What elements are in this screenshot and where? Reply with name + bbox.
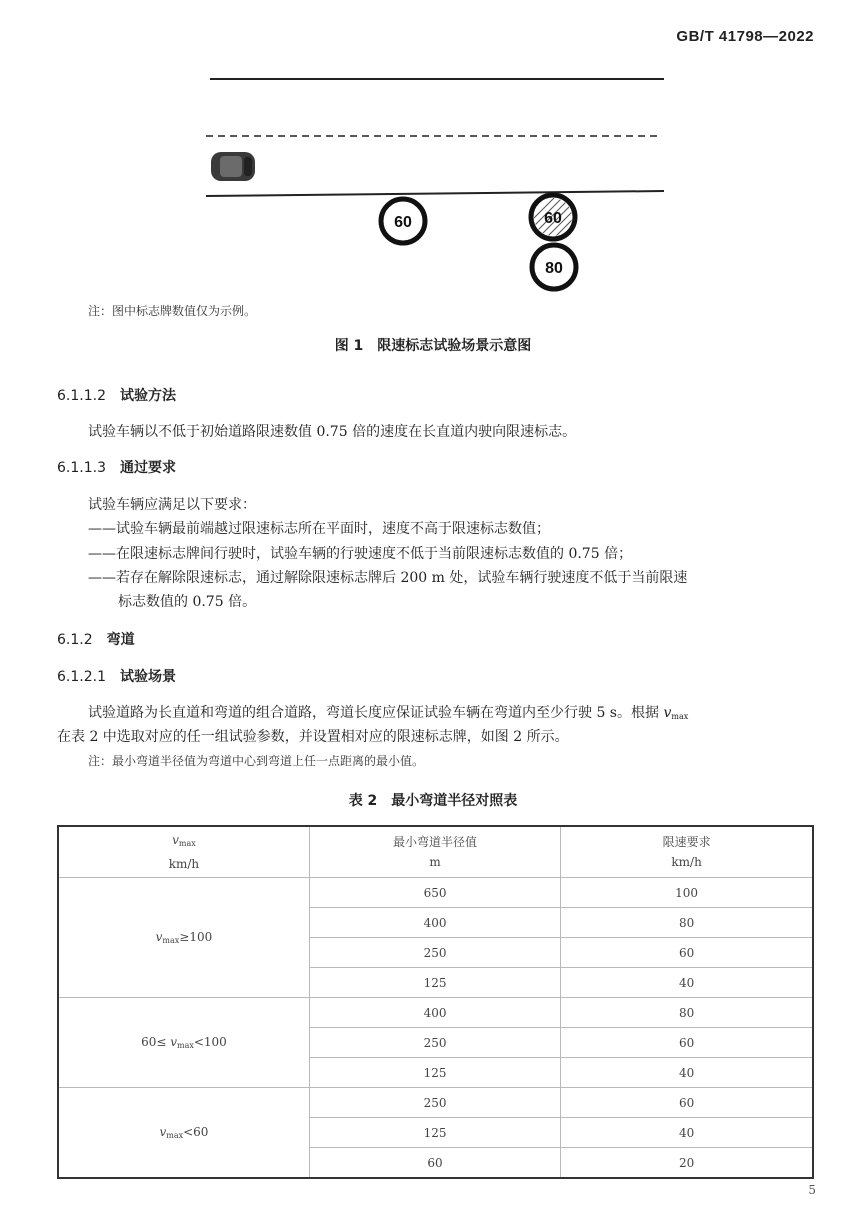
paragraph-text: 试验道路为长直道和弯道的组合道路，弯道长度应保证试验车辆在弯道内至少行驶 5 s。根据 [88,705,659,721]
paragraph [88,702,688,728]
radius-cell: 400 [309,998,560,1028]
list-item: ——若存在解除限速标志，通过解除限速标志牌后 200 m 处，试验车辆行驶速度不低于当前限速 [88,570,688,586]
section-heading [57,666,176,686]
figure-caption: 图 1 限速标志试验场景示意图 [334,338,532,354]
speed-range-cell: $v_{max}\ge 100$ [58,878,309,998]
section-number: 6.1.2.1 [57,669,106,685]
header-cell: 限速要求 km/h [561,826,813,878]
note: 注：最小弯道半径值为弯道中心到弯道上任一点距离的最小值。 [88,754,425,768]
speed-range-cell: $60\le v_{max}<100$ [58,998,309,1088]
header-cell: 最小弯道半径值 m [309,826,560,878]
paragraph: 试验车辆以不低于初始道路限速数值 0.75 倍的速度在长直道内驶向限速标志。 [88,424,577,440]
section-title: 试验方法 [119,388,176,404]
table-row [58,878,813,908]
figure-note: 注：图中标志牌数值仅为示例。 [88,304,257,318]
speed-limit-cell: 40 [561,1058,813,1088]
radius-cell: 250 [309,1028,560,1058]
speed-limit-cell: 60 [561,938,813,968]
table-row [58,1088,813,1118]
table-caption: 表 2 最小弯道半径对照表 [348,793,518,809]
section-heading [57,385,176,405]
radius-cell: 250 [309,1088,560,1118]
sign-label: 60 [394,214,412,231]
table-row [58,998,813,1028]
section-title: 弯道 [106,632,135,648]
radius-cell: 125 [309,1118,560,1148]
radius-cell: 400 [309,908,560,938]
radius-cell: 125 [309,968,560,998]
section-number: 6.1.1.2 [57,388,106,404]
radius-cell: 250 [309,938,560,968]
speed-limit-cell: 60 [561,1028,813,1058]
section-number: 6.1.2 [57,632,93,648]
speed-limit-cell: 40 [561,968,813,998]
radius-cell: 60 [309,1148,560,1179]
speed-limit-cell: 20 [561,1148,813,1179]
sign-label: 60 [544,210,562,227]
list-item: ——在限速标志牌间行驶时，试验车辆的行驶速度不低于当前限速标志数值的 0.75 倍； [88,546,633,562]
page-number: 5 [808,1183,816,1197]
speed-limit-cell: 100 [561,878,813,908]
speed-limit-cell: 40 [561,1118,813,1148]
radius-cell: 650 [309,878,560,908]
section-title: 试验场景 [119,669,176,685]
speed-limit-cell: 80 [561,998,813,1028]
road-edge-bottom [206,191,664,196]
speed-limit-cell: 80 [561,908,813,938]
standard-number: GB/T 41798—2022 [676,28,814,45]
speed-limit-cell: 60 [561,1088,813,1118]
section-number: 6.1.1.3 [57,460,106,476]
section-title: 通过要求 [119,460,176,476]
paragraph-continuation: 在表 2 中选取对应的任一组试验参数，并设置相对应的限速标志牌，如图 2 所示。 [57,729,569,745]
section-heading [57,629,135,649]
speed-limit-scene-figure [0,0,866,320]
variable-vmax: $v_{max}$ [663,705,689,721]
sign-label: 80 [545,260,563,277]
section-heading [57,457,176,477]
header-cell: $v_{max}$ km/h [58,826,309,878]
speed-range-cell: $v_{max}<60$ [58,1088,309,1179]
min-curve-radius-table [57,825,814,1179]
list-item: ——试验车辆最前端越过限速标志所在平面时，速度不高于限速标志数值； [88,521,550,537]
paragraph: 试验车辆应满足以下要求： [88,497,256,513]
radius-cell: 125 [309,1058,560,1088]
list-item-continuation: 标志数值的 0.75 倍。 [118,594,257,610]
car-icon [211,152,255,181]
table-header-row [58,826,813,878]
